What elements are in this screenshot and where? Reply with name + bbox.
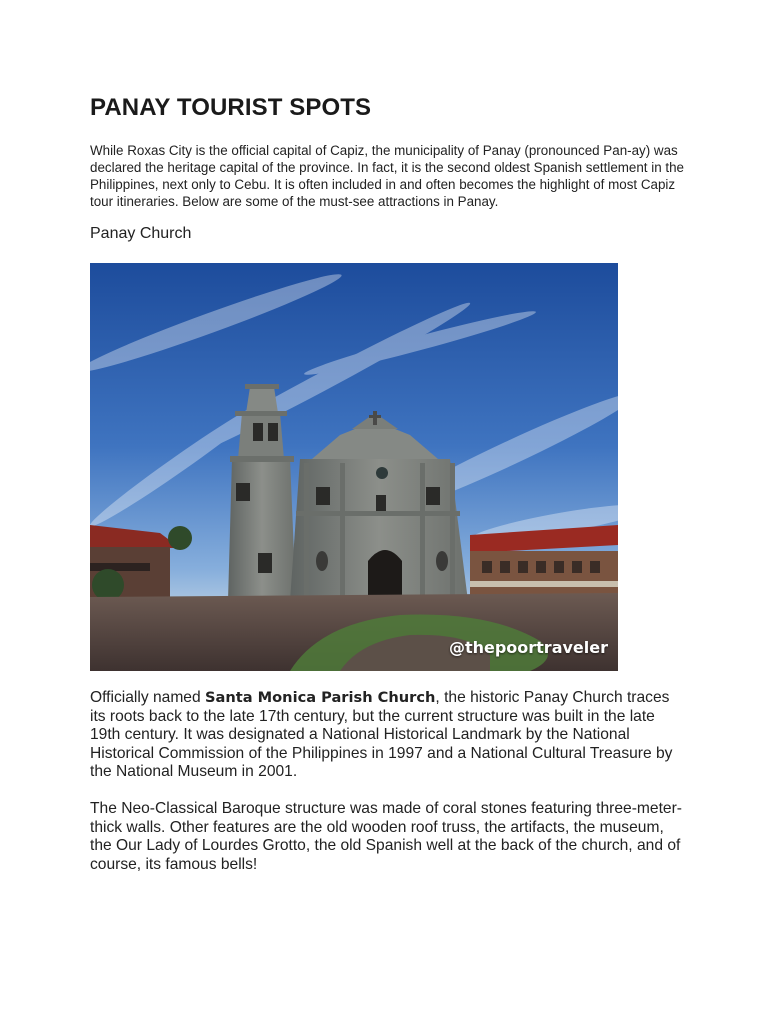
photo-watermark: @thepoortraveler <box>448 638 608 657</box>
church-photo <box>90 263 618 671</box>
church-illustration <box>90 263 618 671</box>
para1-suffix: , the historic Panay Church traces its roots back to the late 17th century, but the current structure was built in the late 19th century. It was designated a National Historical Landmark by the National Historical Commission of the Philippines in 1997 and a National Cultural Treasure by the National Museum in 2001. <box>90 689 673 781</box>
section-heading: Panay Church <box>90 225 192 242</box>
para1-prefix: Officially named <box>90 689 205 706</box>
church-official-name: Santa Monica Parish Church <box>204 689 436 706</box>
church-description-paragraph <box>90 689 682 782</box>
page-title: PANAY TOURIST SPOTS <box>90 94 372 121</box>
intro-paragraph: While Roxas City is the official capital of Capiz, the municipality of Panay (pronounced Pan-ay) was declared the heritage capital of the province. In fact, it is the second oldest Spanish settlement in the Philippines, next only to Cebu. It is often included in and often becomes the highlight of most Capiz tour itineraries. Below are some of the must-see attractions in Panay. <box>90 143 685 209</box>
right-building <box>470 525 618 601</box>
church-features-paragraph: The Neo-Classical Baroque structure was made of coral stones featuring three-meter-thick walls. Other features are the old wooden roof truss, the artifacts, the museum, the Our Lady of Lourdes Grotto, the old Spanish well at the back of the church, and of course, its famous bells! <box>90 800 682 873</box>
